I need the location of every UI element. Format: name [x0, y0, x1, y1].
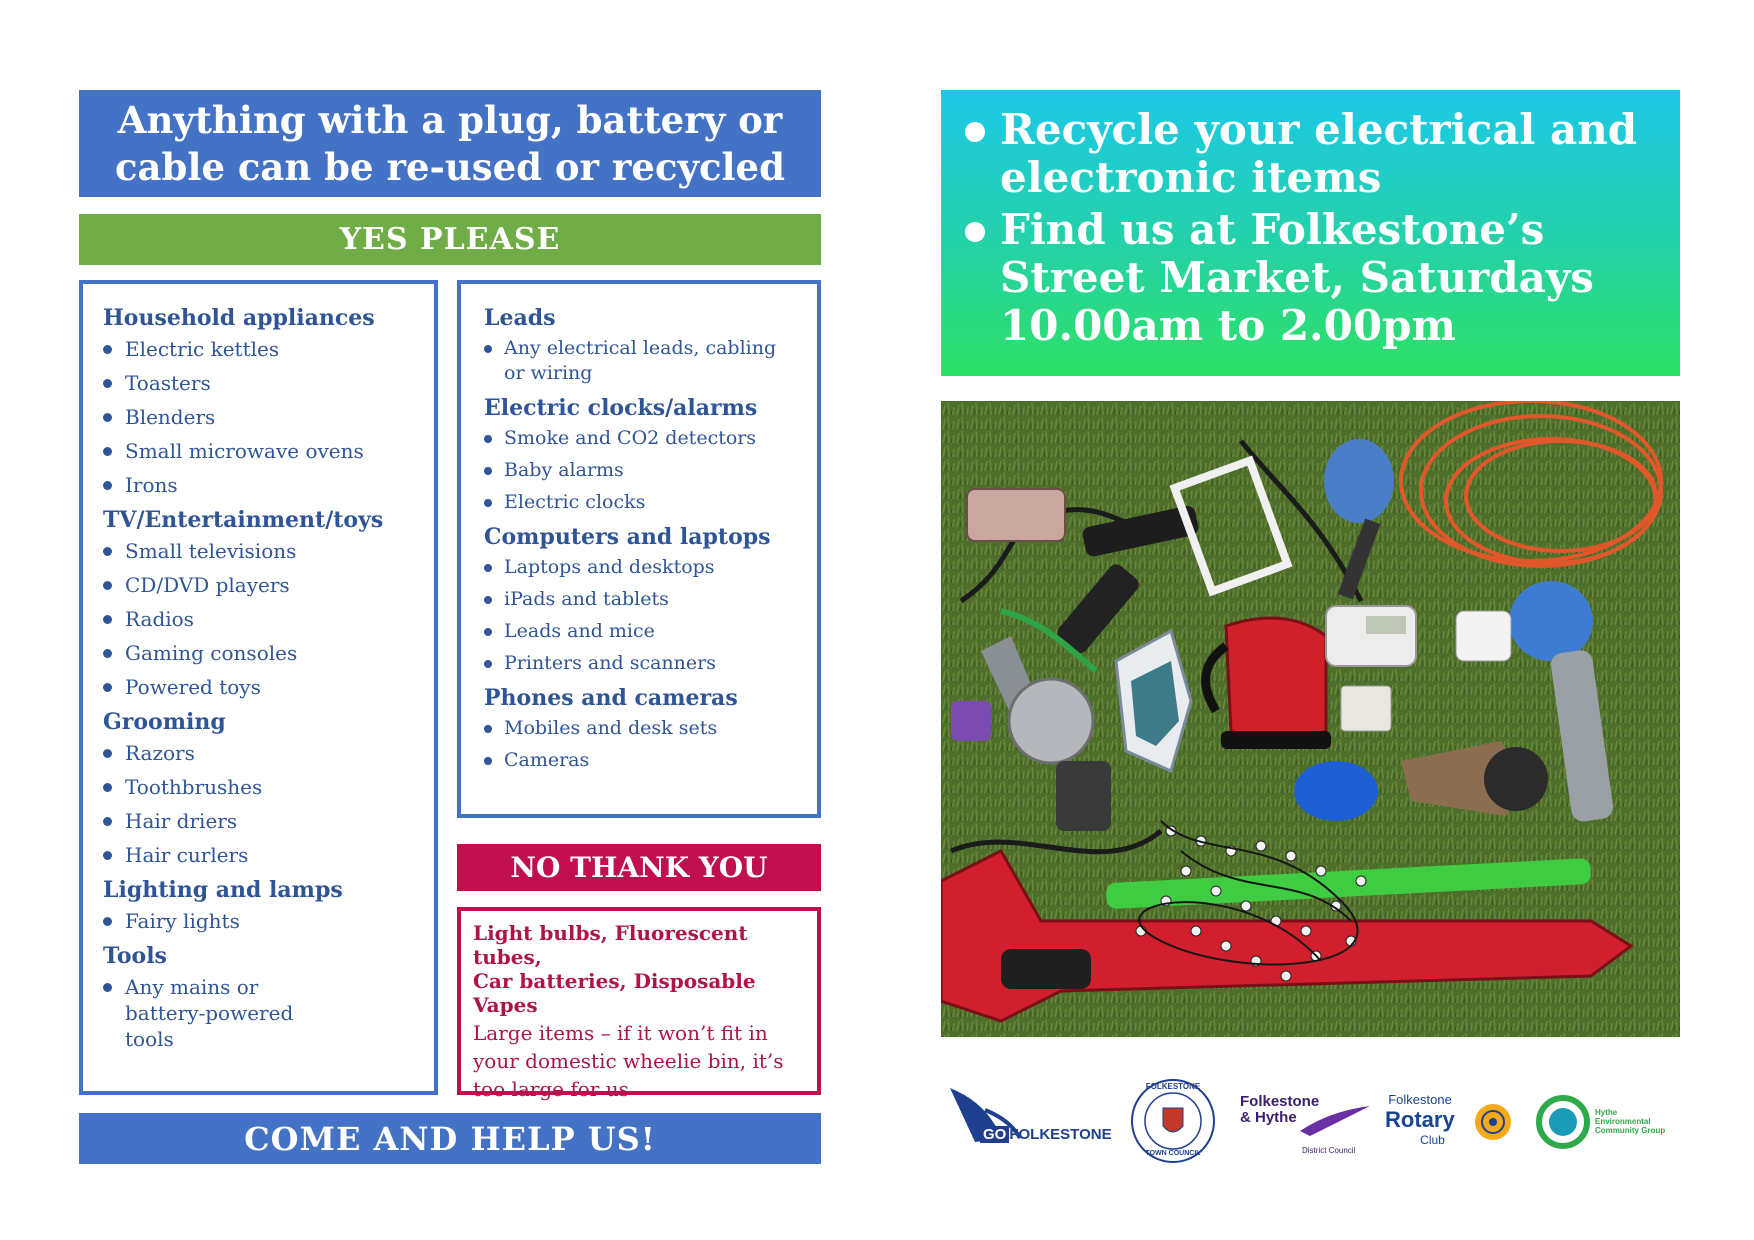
rotary-line-3: Club [1420, 1133, 1445, 1147]
list-item: Electric clocks [484, 490, 817, 515]
hythe-environmental-logo [1535, 1094, 1680, 1154]
electrical-items-photo [941, 401, 1680, 1037]
promo-recycle: Recycle your electrical and electronic items [965, 106, 1660, 202]
list-item: Blenders [103, 404, 434, 430]
category-title: Phones and cameras [484, 685, 738, 711]
list-item: CD/DVD players [103, 572, 434, 598]
list-item: Small televisions [103, 538, 434, 564]
promo-banner [941, 90, 1680, 376]
list-item: Toasters [103, 370, 434, 396]
rotary-line-1: Folkestone [1388, 1092, 1452, 1107]
list-item: Any electrical leads, cabling or wiring [484, 336, 784, 386]
category-title: Computers and laptops [484, 524, 771, 550]
list-item: Gaming consoles [103, 640, 434, 666]
town-council-logo [1130, 1078, 1216, 1164]
no-thank-you-label: NO THANK YOU [510, 851, 768, 884]
list-item: Hair curlers [103, 842, 434, 868]
electrical-items-illustration [941, 401, 1680, 1037]
no-thank-you-banner [457, 844, 821, 891]
category-title: Tools [103, 943, 167, 969]
district-council-logo [1240, 1094, 1370, 1164]
rotary-wheel-icon [1473, 1102, 1513, 1142]
hythe-line-2: Environmental [1595, 1117, 1651, 1126]
list-item: Any mains or battery-powered tools [103, 974, 333, 1052]
come-and-help-banner [79, 1113, 821, 1164]
headline-text: Anything with a plug, battery or cable can be re-used or recycled [115, 97, 785, 189]
list-item: Laptops and desktops [484, 555, 817, 580]
yes-list-right-panel [457, 280, 821, 818]
list-item: Mobiles and desk sets [484, 716, 817, 741]
leaf-circle-icon [1535, 1094, 1591, 1150]
headline-banner [79, 90, 821, 197]
excluded-items-line-1: Light bulbs, Fluorescent tubes, [473, 921, 748, 969]
list-item: Razors [103, 740, 434, 766]
yes-please-banner [79, 214, 821, 265]
hythe-line-1: Hythe [1595, 1108, 1618, 1117]
council-top-text: FOLKESTONE [1145, 1082, 1201, 1091]
category-title: Leads [484, 305, 556, 331]
rotary-line-2: Rotary [1385, 1107, 1455, 1132]
yes-list-left-panel [79, 280, 438, 1095]
list-item: Printers and scanners [484, 651, 817, 676]
promo-market-times: Find us at Folkestone’s Street Market, Saturdays 10.00am to 2.00pm [965, 206, 1660, 350]
rotary-club-logo [1385, 1092, 1515, 1162]
category-title: TV/Entertainment/toys [103, 507, 384, 533]
category-title: Lighting and lamps [103, 877, 343, 903]
list-item: Electric kettles [103, 336, 434, 362]
large-items-note: Large items – if it won’t fit in your domestic wheelie bin, it’s too large for us [473, 1021, 784, 1101]
list-item: Powered toys [103, 674, 434, 700]
category-title: Grooming [103, 709, 226, 735]
swoosh-icon [1300, 1106, 1370, 1136]
list-item: Fairy lights [103, 908, 434, 934]
hythe-line-3: Community Group [1595, 1126, 1666, 1135]
come-and-help-label: COME AND HELP US! [244, 1119, 656, 1158]
no-thank-you-panel [457, 907, 821, 1101]
go-folkestone-logo [950, 1080, 1120, 1160]
list-item: Smoke and CO2 detectors [484, 426, 817, 451]
go-label: GO [980, 1126, 1009, 1143]
list-item: Cameras [484, 748, 817, 773]
list-item: Radios [103, 606, 434, 632]
list-item: iPads and tablets [484, 587, 817, 612]
list-item: Small microwave ovens [103, 438, 434, 464]
district-line-3: District Council [1302, 1146, 1356, 1155]
list-item: Toothbrushes [103, 774, 434, 800]
council-bottom-text: TOWN COUNCIL [1145, 1150, 1201, 1157]
folkestone-label: FOLKESTONE [1009, 1126, 1112, 1143]
category-title: Electric clocks/alarms [484, 395, 758, 421]
excluded-items-line-2: Car batteries, Disposable Vapes [473, 969, 756, 1017]
bird-icon [950, 1080, 1120, 1160]
list-item: Leads and mice [484, 619, 817, 644]
yes-please-label: YES PLEASE [339, 222, 561, 257]
list-item: Baby alarms [484, 458, 817, 483]
district-line-2: & Hythe [1240, 1109, 1297, 1126]
list-item: Hair driers [103, 808, 434, 834]
category-title: Household appliances [103, 305, 375, 331]
list-item: Irons [103, 472, 434, 498]
district-line-1: Folkestone [1240, 1093, 1320, 1110]
